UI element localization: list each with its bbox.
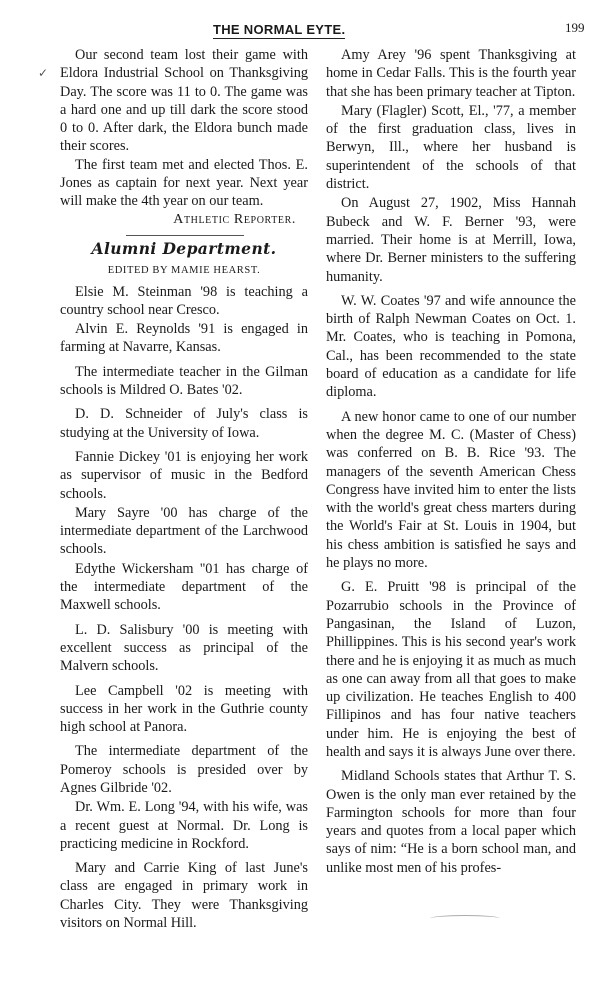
section-title-alumni: Alumni Department. bbox=[91, 238, 277, 258]
alumni-item: D. D. Schneider of July's class is studying at the University of Iowa. bbox=[60, 406, 308, 441]
page-number: 199 bbox=[565, 20, 585, 35]
athletic-paragraph-2: The first team met and elected Thos. E. Jones as captain for next year. Next year will make the 4th year on our team. bbox=[60, 156, 308, 210]
section-byline: EDITED BY MAMIE HEARST. bbox=[107, 265, 261, 277]
alumni-item: Amy Arey '96 spent Thanksgiving at home in Cedar Falls. This is the fourth year that she has been primary teacher at Tipton. bbox=[326, 47, 576, 100]
section-divider bbox=[126, 235, 244, 236]
alumni-item: Mary and Carrie King of last June's class are engaged in primary work in Charles City. They were Thanksgiving visitors on Normal Hill. bbox=[60, 860, 308, 932]
alumni-item: Midland Schools states that Arthur T. S. Owen is the only man ever retained by the Farmington schools for more than four years and quotes from a local paper which says of nim: “He is a born school man, and unlike most men of his profes- bbox=[326, 768, 576, 876]
athletic-reporter-signature: Athletic Reporter. bbox=[173, 211, 296, 227]
running-title: THE NORMAL EYTE. bbox=[213, 22, 346, 37]
alumni-item: The intermediate department of the Pomeroy schools is presided over by Agnes Gilbride '02. bbox=[60, 743, 308, 796]
alumni-item: L. D. Salisbury '00 is meeting with excellent success as principal of the Malvern schools. bbox=[60, 621, 308, 675]
alumni-item: Mary Sayre '00 has charge of the intermediate department of the Larchwood schools. bbox=[60, 504, 308, 558]
alumni-item: W. W. Coates '97 and wife announce the birth of Ralph Newman Coates on Oct. 1. Mr. Coates, who is teaching in Pomona, Cal., has been recommended to the state board of education as a candidate for life diploma. bbox=[326, 292, 576, 401]
alumni-item: A new honor came to one of our number when the degree M. C. (Master of Chess) was conferred on B. B. Rice '93. The managers of the seventh American Chess Congress have invited him to enter the lists with the world's great chess marters during the World's Fair at St. Louis in 1904, but his chess ambition is satisfied he says and he plays no more. bbox=[326, 408, 576, 572]
alumni-item: Lee Campbell '02 is meeting with success in her work in the Guthrie county high school at Panora. bbox=[60, 682, 308, 736]
left-column bbox=[60, 46, 308, 938]
alumni-item: The intermediate teacher in the Gilman schools is Mildred O. Bates '02. bbox=[60, 363, 308, 399]
athletic-paragraph-1: Our second team lost their game with Eldora Industrial School on Thanksgiving Day. The score was 11 to 0. The game was a hard one and up till dark the score stood 0 to 0. After dark, the Eldora bunch made their scores. bbox=[60, 47, 308, 155]
right-column bbox=[326, 46, 576, 883]
alumni-item: Dr. Wm. E. Long '94, with his wife, was a recent guest at Normal. Dr. Long is practicing medicine in Rockford. bbox=[60, 799, 308, 852]
check-mark-icon: ✓ bbox=[38, 66, 49, 80]
alumni-item: Alvin E. Reynolds '91 is engaged in farming at Navarre, Kansas. bbox=[60, 321, 308, 356]
alumni-item: Mary (Flagler) Scott, El., '77, a member of the first graduation class, lives in Berwyn, Ill., where her husband is superintendent of the schools of that district. bbox=[326, 102, 576, 193]
pencil-mark bbox=[430, 915, 500, 922]
alumni-item: Fannie Dickey '01 is enjoying her work as supervisor of music in the Bedford schools. bbox=[60, 448, 308, 502]
alumni-item: G. E. Pruitt '98 is principal of the Pozarrubio schools in the Province of Pangasinan, the Island of Luzon, Phillippines. This is his second year's work there and he is enjoying it as much as much as one can away from all that goes to make up civilization. He teaches English to 400 Fillipinos and has four native teachers under him. He is enjoying the best of health and says it is always June over there. bbox=[326, 579, 576, 760]
alumni-item: Elsie M. Steinman '98 is teaching a country school near Cresco. bbox=[60, 283, 308, 318]
alumni-item: On August 27, 1902, Miss Hannah Bubeck and W. F. Berner '93, were married. Their home is at Merrill, Iowa, where Dr. Berner ministers to the suffering humanity. bbox=[326, 195, 576, 285]
alumni-item: Edythe Wickersham ''01 has charge of the intermediate department of the Maxwell schools. bbox=[60, 560, 308, 614]
page-header bbox=[0, 22, 608, 44]
